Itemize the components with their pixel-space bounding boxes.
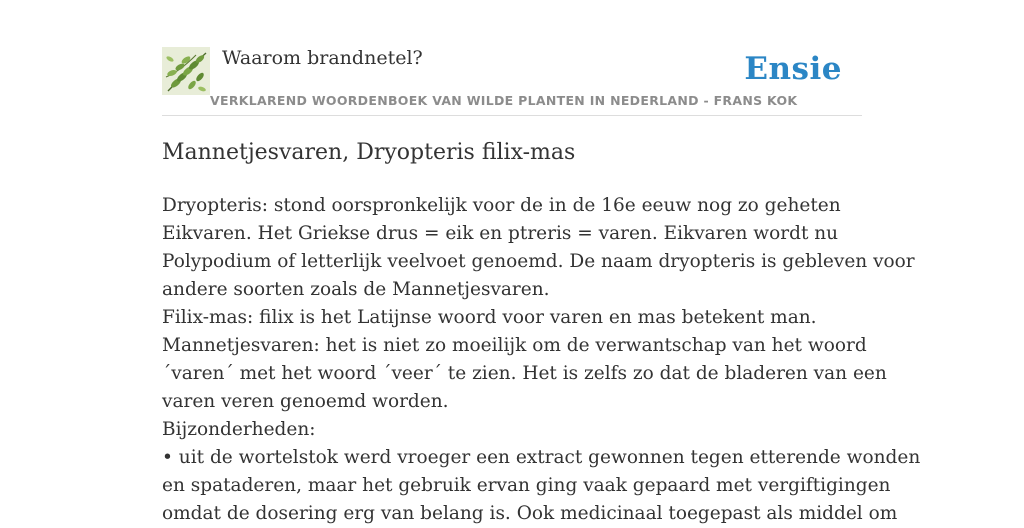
body-line: • uit de wortelstok werd vroeger een extract gewonnen tegen etterende wonden <box>162 447 921 468</box>
body-line: Dryopteris: stond oorspronkelijk voor de in de 16e eeuw nog zo geheten <box>162 195 841 216</box>
brand-logo[interactable]: Ensie <box>744 51 842 87</box>
page-header <box>162 46 862 116</box>
body-line: andere soorten zoals de Mannetjesvaren. <box>162 279 550 300</box>
body-line: Mannetjesvaren: het is niet zo moeilijk om de verwantschap van het woord <box>162 335 867 356</box>
avatar[interactable] <box>162 47 210 95</box>
body-line: omdat de dosering erg van belang is. Ook medicinaal toegepast als middel om <box>162 503 898 524</box>
document-title[interactable]: Waarom brandnetel? <box>222 47 423 69</box>
entry-body <box>162 192 921 528</box>
body-line: varen veren genoemd worden. <box>162 391 449 412</box>
body-line: Filix-mas: filix is het Latijnse woord voor varen en mas betekent man. <box>162 307 817 328</box>
body-line: Bijzonderheden: <box>162 419 316 440</box>
body-line: en spataderen, maar het gebruik ervan ging vaak gepaard met vergiftigingen <box>162 475 891 496</box>
body-line: Eikvaren. Het Griekse drus = eik en ptreris = varen. Eikvaren wordt nu <box>162 223 839 244</box>
body-line: Polypodium of letterlijk veelvoet genoemd. De naam dryopteris is gebleven voor <box>162 251 915 272</box>
plant-leaves-icon <box>162 47 210 95</box>
entry-title: Mannetjesvaren, Dryopteris filix-mas <box>162 140 576 165</box>
dictionary-subtitle[interactable]: VERKLAREND WOORDENBOEK VAN WILDE PLANTEN IN NEDERLAND - FRANS KOK <box>210 93 798 108</box>
body-line: ´varen´ met het woord ´veer´ te zien. Het is zelfs zo dat de bladeren van een <box>162 363 887 384</box>
